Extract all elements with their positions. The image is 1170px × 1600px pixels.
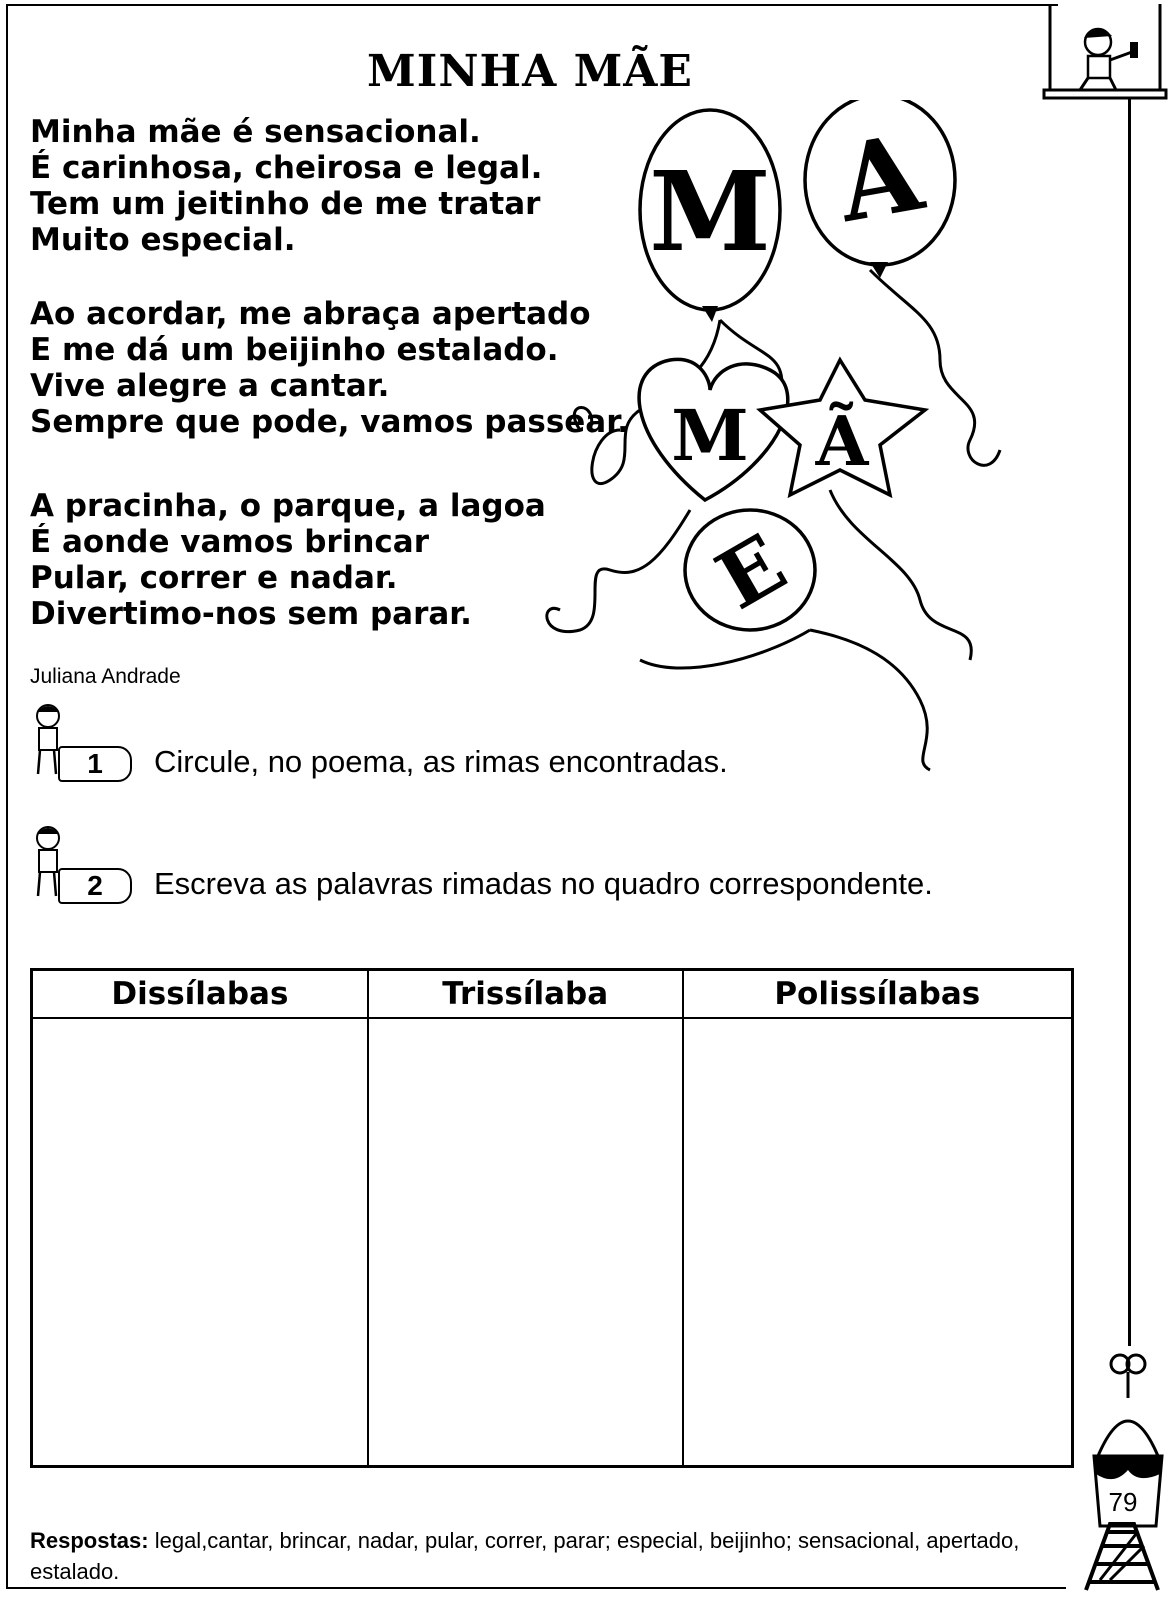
poem-line: Ao acordar, me abraça apertado [30,296,591,332]
balloon-icon [685,510,815,630]
poem-stanza-3 [30,488,546,632]
page-title: MINHA MÃE [367,46,693,97]
balloon-icon [639,359,788,500]
balloon-letter: Ã [815,402,869,482]
page-frame-bottom [6,1587,1066,1589]
table-header-row [32,970,1073,1019]
poem-line: É aonde vamos brincar [30,524,429,560]
question-text: Circule, no poema, as rimas encontradas. [154,744,728,779]
poem-line: Vive alegre a cantar. [30,368,390,404]
ladder-icon [1080,1520,1162,1592]
balloon-icon [760,360,925,495]
mama-balloons-illustration [520,100,1050,780]
answer-key-label: Respostas: [30,1528,149,1553]
answer-cell-dissilabas[interactable] [32,1018,368,1467]
balloon-letter: M [671,394,749,477]
page-frame-left [6,4,8,1589]
table-answer-row [32,1018,1073,1467]
column-header-trissilaba: Trissílaba [368,970,683,1019]
syllable-table [30,968,1074,1468]
balloon-icon [640,110,780,322]
balloon-letter: A [828,109,931,247]
poem-line: É carinhosa, cheirosa e legal. [30,150,543,186]
poem-author: Juliana Andrade [30,665,181,688]
column-header-polissilabas: Polissílabas [683,970,1073,1019]
poem-line: Tem um jeitinho de me tratar [30,186,541,222]
balloon-letter: M [649,147,771,276]
poem-line: Sempre que pode, vamos passear. [30,404,629,440]
answer-cell-trissilaba[interactable] [368,1018,683,1467]
poem-line: Minha mãe é sensacional. [30,114,481,150]
poem-line: Muito especial. [30,222,296,258]
answer-cell-polissilabas[interactable] [683,1018,1073,1467]
page-number: 79 [1108,1487,1138,1517]
question-2 [30,822,1030,902]
answer-key [30,1525,1090,1587]
answer-key-text: legal,cantar, brincar, nadar, pular, correr, parar; especial, beijinho; sensacional, apertado, estalado. [30,1528,1020,1584]
poem-line: A pracinha, o parque, a lagoa [30,488,546,524]
poem-line: E me dá um beijinho estalado. [30,332,559,368]
question-1 [30,700,1030,780]
poem-stanza-1 [30,114,542,258]
poem-line: Pular, correr e nadar. [30,560,398,596]
balloon-icon [805,100,955,278]
balloon-letter: E [701,515,801,628]
column-header-dissilabas: Dissílabas [32,970,368,1019]
hanging-rope [1128,96,1131,1346]
question-number: 2 [58,868,132,904]
question-number: 1 [58,746,132,782]
question-text: Escreva as palavras rimadas no quadro correspondente. [154,866,933,901]
poem-line: Divertimo-nos sem parar. [30,596,472,632]
page-frame-top [6,4,1058,6]
